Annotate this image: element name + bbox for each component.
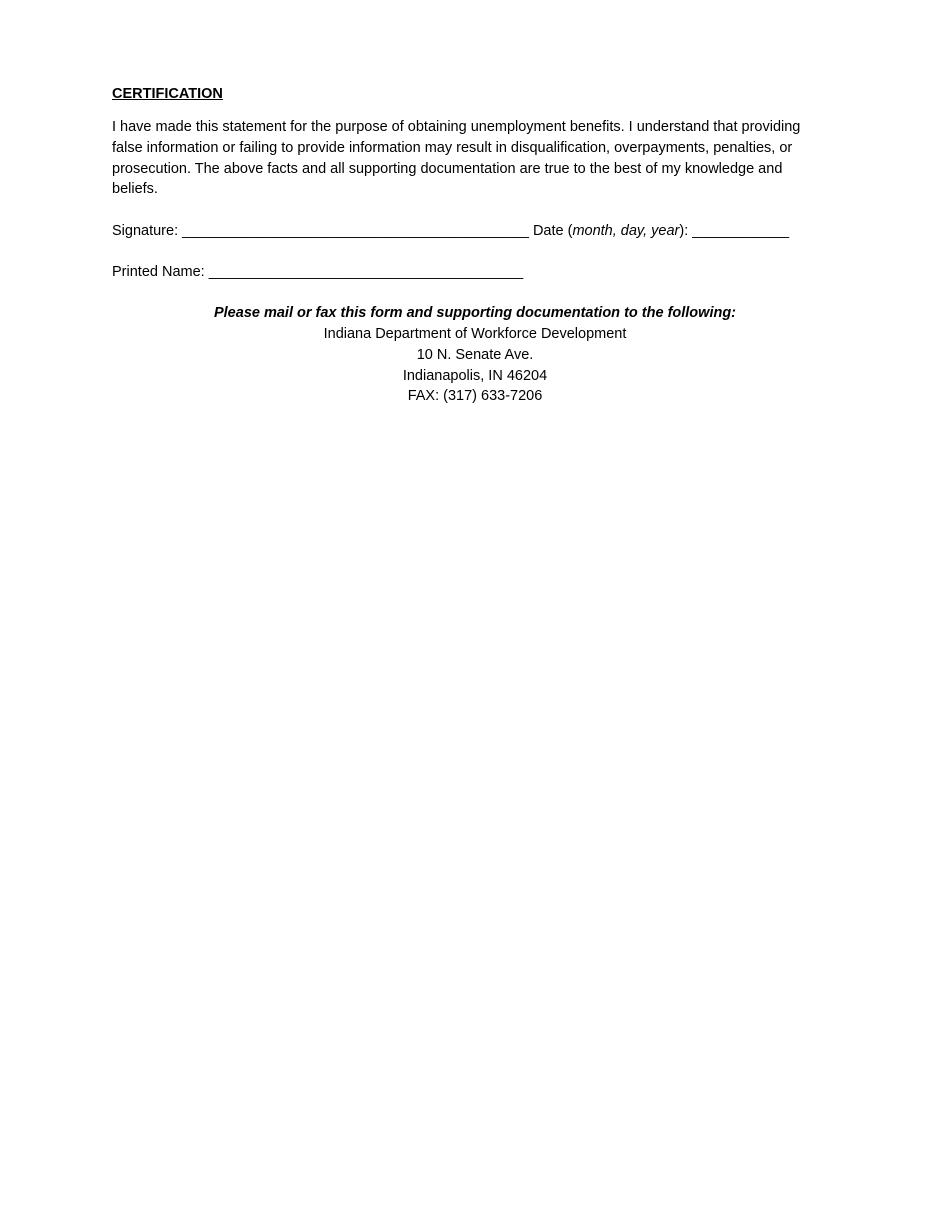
printed-name-row [112,262,832,282]
printed-name-label: Printed Name: [112,264,205,281]
certification-heading: CERTIFICATION [112,86,223,102]
mailing-organization: Indiana Department of Workforce Development [323,325,627,342]
date-label-prefix: Date ( [532,223,573,240]
date-format-hint: month, day, year [572,223,680,240]
mailing-instruction-heading: Please mail or fax this form and supporting documentation to the following: [213,305,737,322]
mailing-street: 10 N. Senate Ave. [416,346,534,363]
certification-page [112,84,832,407]
printed-name-line[interactable]: _______________________________________ [208,264,524,281]
date-label-suffix: ): [679,223,689,240]
mailing-city-state-zip: Indianapolis, IN 46204 [402,367,548,384]
mailing-fax: FAX: (317) 633-7206 [407,388,543,405]
date-label [533,223,688,239]
signature-line[interactable]: ___________________________________________ [182,223,529,240]
signature-label: Signature: [112,223,179,240]
signature-date-row [112,221,832,241]
date-line[interactable]: ____________ [692,223,790,240]
mailing-instructions [112,303,838,407]
certification-statement: I have made this statement for the purpose of obtaining unemployment benefits. I understand that providing false information or failing to provide information may result in disqualification, overpayments, penalties, or prosecution. The above facts and all supporting documentation are true to the best of my knowledge and beliefs. [112,119,801,198]
